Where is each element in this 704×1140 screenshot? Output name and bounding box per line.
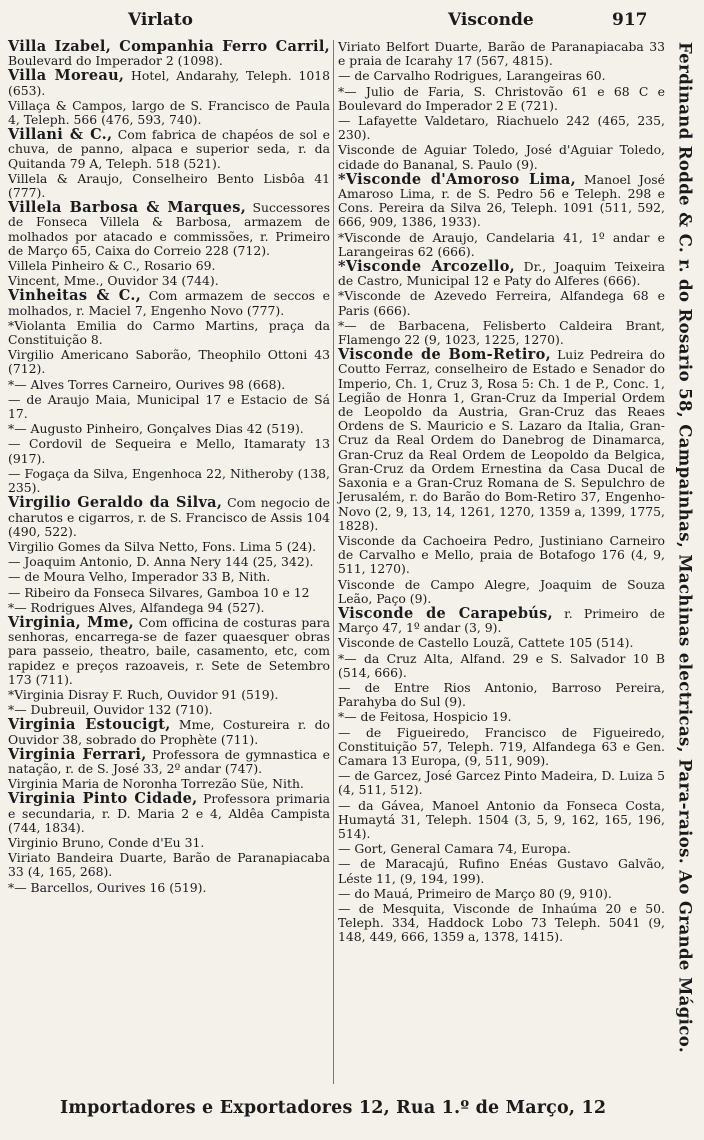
entry-text: Successores de Fonseca Villela & Barbosa, armazem de molhados por atacado e commissões, r. Primeiro de Março 65, Caixa do Correio 228 (712). [8, 200, 330, 258]
entry-text: Viriato Bandeira Duarte, Barão de Paranapiacaba 33 (4, 165, 268). [8, 850, 330, 880]
directory-entry [338, 710, 665, 724]
header-right-guideword: Visconde [448, 10, 534, 30]
entry-text: Visconde da Cachoeira Pedro, Justiniano Carneiro de Carvalho e Mello, praia de Botafogo 176 (4, 9, 511, 1270). [338, 532, 665, 577]
directory-entry [8, 718, 330, 746]
entry-text: — Cordovil de Sequeira e Mello, Itamaraty 13 (917). [8, 436, 330, 466]
directory-entry [8, 792, 330, 835]
directory-entry [8, 570, 330, 584]
entry-text: — Joaquim Antonio, D. Anna Nery 144 (25, 342). [8, 554, 314, 570]
directory-entry [8, 777, 330, 791]
entry-name: Visconde de Bom-Retiro, [338, 346, 551, 364]
entry-name: Virginia, Mme, [8, 613, 134, 631]
directory-entry [338, 289, 665, 317]
entry-text: Villaça & Campos, largo de S. Francisco de Paula 4, Teleph. 566 (476, 593, 740). [8, 97, 330, 128]
directory-entry [8, 99, 330, 127]
directory-entry [8, 422, 330, 436]
directory-entry [338, 534, 665, 577]
directory-entry [338, 143, 665, 171]
directory-entry [338, 40, 665, 68]
entry-name: Villa Moreau, [8, 67, 125, 85]
directory-entry [8, 496, 330, 539]
directory-entry [8, 289, 330, 317]
directory-entry [8, 201, 330, 258]
entry-text: Com fabrica de chapéos de sol e chuva, de panno, alpaca e superior seda, r. da Quitanda 79 A, Teleph. 518 (521). [8, 127, 330, 171]
entry-text: Viriato Belfort Duarte, Barão de Paranapiacaba 33 e praia de Icarahy 17 (567, 4815). [338, 39, 665, 69]
entry-text: Hotel, Andarahy, Teleph. 1018 (653). [8, 68, 330, 98]
side-advertisement-text: Ferdinand Rodde & C. r. do Rosario 58, Campainhas, Machinas electricas, Para-raios. Ao Grande Mágico. [675, 42, 695, 1054]
directory-entry [338, 604, 665, 636]
entry-text: — de Maracajú, Rufino Enéas Gustavo Galvão, Léste 11, (9, 194, 199). [338, 856, 665, 886]
entry-name: *Visconde Arcozello, [338, 258, 516, 276]
entry-text: — de Carvalho Rodrigues, Larangeiras 60. [338, 68, 606, 84]
directory-entry [338, 319, 665, 347]
entry-text: *— Julio de Faria, S. Christovão 61 e 68 C e Boulevard do Imperador 2 E (721). [338, 83, 665, 113]
directory-entry [8, 703, 330, 717]
directory-entry [338, 170, 666, 230]
directory-entry [338, 681, 665, 709]
entry-text: — Ribeiro da Fonseca Silvares, Gamboa 10 e 12 [8, 584, 310, 600]
entry-text: *Virginia Disray F. Ruch, Ouvidor 91 (519). [8, 686, 279, 702]
directory-entry [8, 172, 330, 200]
entry-text: Com officina de costuras para senhoras, encarrega-se de fazer quaesquer obras para passeio, theatro, baile, casamento, etc, com rapidez e preços razoaveis, r. Sete de Setembro 173 (711). [8, 614, 330, 687]
entry-text: — de Moura Velho, Imperador 33 B, Nith. [8, 569, 271, 585]
directory-entry [338, 85, 665, 113]
entry-text: Professora primaria e secundaria, r. D. Maria 2 e 4, Aldêa Campista (744, 1834). [8, 791, 331, 835]
entry-name: Vinheitas & C., [8, 287, 142, 305]
entry-text: *Violanta Emilia do Carmo Martins, praça da Constituição 8. [8, 317, 330, 348]
entry-text: Visconde de Castello Louzã, Cattete 105 (514). [338, 635, 634, 651]
column-divider [333, 40, 334, 1084]
entry-name: Virginia Pinto Cidade, [8, 790, 198, 808]
entry-text: — de Araujo Maia, Municipal 17 e Estacio de Sá 17. [8, 391, 330, 422]
directory-entry [8, 688, 330, 702]
directory-entry [338, 348, 665, 533]
entry-name: Villa Izabel, Companhia Ferro Carril, [8, 38, 330, 55]
entry-text: Virginia Maria de Noronha Torrezão Süe, Nith. [8, 776, 304, 792]
entry-name: Virginia Estoucigt, [8, 716, 171, 734]
entry-text: — Lafayette Valdetaro, Riachuelo 242 (465, 235, 230). [338, 113, 665, 143]
directory-entry [8, 851, 330, 879]
directory-entry [338, 799, 665, 842]
directory-entry [8, 881, 330, 895]
directory-entry [8, 259, 330, 273]
entry-text: Villela Pinheiro & C., Rosario 69. [8, 258, 216, 274]
entry-text: Com negocio de charutos e cigarros, r. de S. Francisco de Assis 104 (490, 522). [8, 495, 330, 539]
entry-text: Manoel José Amaroso Lima, r. de S. Pedro 56 e Teleph. 298 e Cons. Pereira da Silva 26, Teleph. 1091 (511, 592, 666, 909, 1386, 1933). [338, 171, 666, 230]
entry-text: *Visconde de Azevedo Ferreira, Alfandega 68 e Paris (666). [338, 288, 665, 318]
directory-entry [8, 128, 330, 171]
entry-name: Villela Barbosa & Marques, [8, 199, 247, 217]
entry-text: Luiz Pedreira do Coutto Ferraz, conselheiro de Estado e Senador do Imperio, Ch. 1, Cruz 3, Rosa 5: Ch. 1 de P., Conc. 1, Legião de Honra 1, Gran-Cruz da Imperial Ordem de Leopoldo da Austria, Gran-Cruz das Reaes Ordens de S. Mauricio e S. Lazaro da Italia, Gran-Cruz da Real Ordem do Danebrog de Dinamarca, Gran-Cruz da Real Ordem de Leopoldo da Belgica, Gran-Cruz da Ordem Ernestina da Casa Ducal de Saxonia e a Gran-Cruz Romana de S. Sepulchro de Jerusalém, r. do Barão do Bom-Retiro 37, Engenho-Novo (2, 9, 13, 14, 1261, 1270, 1359 a, 1399, 1775, 1828). [338, 347, 666, 533]
directory-entry [8, 319, 330, 347]
entry-text: Virgilio Americano Saborão, Theophilo Ottoni 43 (712). [8, 347, 330, 377]
page-header [0, 6, 704, 32]
entry-name: Visconde de Carapebús, [338, 604, 553, 622]
directory-entry [338, 69, 665, 83]
directory-entry [8, 69, 330, 97]
entry-text: *— Augusto Pinheiro, Gonçalves Dias 42 (519). [8, 421, 304, 437]
side-advertisement [668, 42, 702, 1087]
directory-entry [338, 726, 665, 769]
entry-text: *— de Barbacena, Felisberto Caldeira Brant, Flamengo 22 (9, 1023, 1225, 1270). [338, 317, 665, 348]
entry-name: Virgilio Geraldo da Silva, [8, 494, 223, 512]
entry-text: Visconde de Campo Alegre, Joaquim de Souza Leão, Paço (9). [338, 576, 665, 606]
entry-text: Dr., Joaquim Teixeira de Castro, Municipal 12 e Paty do Alferes (666). [338, 259, 665, 289]
entry-text: Mme, Costureira r. do Ouvidor 38, sobrado do Prophète (711). [8, 717, 330, 747]
entry-text: r. Primeiro de Março 47, 1º andar (3, 9). [338, 605, 665, 636]
entry-text: — da Gávea, Manoel Antonio da Fonseca Costa, Humaytá 31, Teleph. 1504 (3, 5, 9, 162, 165, 196, 514). [338, 797, 665, 841]
directory-entry [338, 231, 665, 259]
entry-text: *— de Feitosa, Hospicio 19. [338, 709, 512, 725]
directory-entry [338, 260, 665, 288]
entry-text: *— Rodrigues Alves, Alfandega 94 (527). [8, 599, 265, 615]
entry-text: Boulevard do Imperador 2 (1098). [8, 53, 223, 69]
entry-name: Villani & C., [8, 126, 113, 144]
footer-advertisement [0, 1088, 704, 1128]
header-left-guideword: Virlato [128, 10, 193, 30]
entry-text: Vincent, Mme., Ouvidor 34 (744). [8, 273, 219, 289]
directory-entry [338, 902, 665, 945]
entry-text: Virginio Bruno, Conde d'Eu 31. [8, 834, 205, 850]
page-number: 917 [612, 10, 648, 30]
entry-text: — Gort, General Camara 74, Europa. [338, 841, 571, 857]
entry-text: Villela & Araujo, Conselheiro Bento Lisbôa 41 (777). [8, 170, 330, 201]
directory-entry [8, 393, 330, 421]
footer-text: Importadores e Exportadores 12, Rua 1.º de Março, 12 [60, 1098, 607, 1118]
directory-entry [8, 540, 330, 554]
directory-entry [338, 857, 665, 885]
entry-text: *Visconde de Araujo, Candelaria 41, 1º andar e Larangeiras 62 (666). [338, 229, 665, 259]
entry-name: *Visconde d'Amoroso Lima, [338, 170, 576, 188]
entry-text: Com armazem de seccos e molhados, r. Maciel 7, Engenho Novo (777). [8, 288, 330, 318]
directory-entry [8, 745, 331, 776]
entry-text: *— Dubreuil, Ouvidor 132 (710). [8, 702, 213, 718]
directory-entry [338, 578, 665, 606]
entry-text: Visconde de Aguiar Toledo, José d'Aguiar Toledo, cidade do Bananal, S. Paulo (9). [338, 142, 665, 172]
directory-entry [338, 842, 665, 856]
directory-entry [338, 652, 665, 680]
directory-entry [338, 114, 665, 142]
directory-entry [8, 348, 330, 376]
entry-text: Professora de gymnastica e natação, r. de S. José 33, 2º andar (747). [8, 746, 331, 776]
entry-text: — de Garcez, José Garcez Pinto Madeira, D. Luiza 5 (4, 511, 512). [338, 768, 665, 798]
directory-entry [338, 636, 665, 650]
directory-entry [338, 887, 665, 901]
entry-text: — de Entre Rios Antonio, Barroso Pereira, Parahyba do Sul (9). [338, 679, 665, 710]
entry-text: — Fogaça da Silva, Engenhoca 22, Nitheroby (138, 235). [8, 465, 330, 496]
directory-entry [8, 601, 330, 615]
right-column [338, 40, 665, 946]
directory-entry [338, 769, 665, 797]
entry-text: Virgilio Gomes da Silva Netto, Fons. Lima 5 (24). [8, 538, 317, 554]
directory-entry [8, 555, 330, 569]
directory-entry [8, 274, 330, 288]
directory-entry [8, 836, 330, 850]
entry-text: *— Barcellos, Ourives 16 (519). [8, 879, 207, 895]
directory-entry [8, 40, 330, 68]
left-column [8, 40, 330, 896]
entry-text: — de Figueiredo, Francisco de Figueiredo, Constituição 57, Teleph. 719, Alfandega 63 e Gen. Camara 13 Europa, (9, 511, 909). [338, 724, 665, 768]
entry-text: — de Mesquita, Visconde de Inhaúma 20 e 50. Teleph. 334, Haddock Lobo 73 Teleph. 5041 (9, 148, 449, 666, 1359 a, 1378, 1415). [338, 900, 665, 945]
directory-entry [8, 613, 330, 687]
directory-entry [8, 378, 330, 392]
directory-entry [8, 586, 330, 600]
entry-name: Virginia Ferrari, [8, 745, 147, 763]
directory-entry [8, 467, 330, 495]
entry-text: *— da Cruz Alta, Alfand. 29 e S. Salvador 10 B (514, 666). [338, 650, 665, 680]
directory-entry [8, 437, 330, 465]
entry-text: — do Mauá, Primeiro de Março 80 (9, 910). [338, 885, 612, 901]
entry-text: *— Alves Torres Carneiro, Ourives 98 (668). [8, 376, 286, 392]
